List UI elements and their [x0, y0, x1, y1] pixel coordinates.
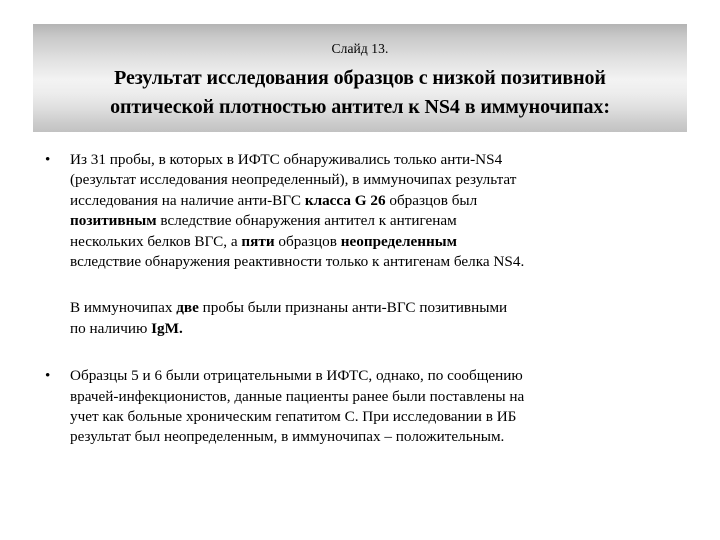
text-line	[70, 319, 704, 339]
paragraph-spacer	[0, 339, 720, 366]
paragraph	[0, 298, 720, 339]
text-line: врачей-инфекционистов, данные пациенты ранее были поставлены на	[70, 387, 525, 405]
text-run: образцов был	[385, 191, 478, 209]
list-item-text	[70, 150, 704, 272]
text-line: учет как больные хроническим гепатитом С. При исследовании в ИБ	[70, 408, 517, 426]
page-title	[43, 64, 677, 122]
text-run: вследствие обнаружения антител к антигенам	[156, 212, 457, 230]
list-item	[0, 366, 720, 448]
slide-body	[0, 150, 720, 448]
text-run: пробы были признаны анти-ВГС позитивными	[198, 299, 508, 317]
title-line-1: Результат исследования образцов с низкой позитивной	[114, 67, 606, 89]
text-run: В иммуночипах	[70, 299, 177, 317]
list-item	[0, 150, 720, 272]
title-banner	[33, 24, 687, 132]
bullet-marker: •	[45, 151, 51, 168]
title-line-2: оптической плотностью антител к NS4 в иммуночипах:	[110, 96, 610, 118]
paragraph-text	[70, 298, 704, 339]
text-line: результат был неопределенным, в иммуночипах – положительным.	[70, 428, 505, 446]
text-run: образцов	[274, 232, 341, 250]
text-run: исследования на наличие анти-ВГС	[70, 191, 305, 209]
text-line: Из 31 пробы, в которых в ИФТС обнаруживались только анти-NS4	[70, 151, 503, 168]
text-run-bold: IgM.	[151, 319, 183, 337]
paragraph-spacer	[0, 272, 720, 298]
text-run-bold: пяти	[241, 232, 275, 250]
text-run-bold: неопределенным	[340, 232, 457, 250]
text-line: Образцы 5 и 6 были отрицательными в ИФТС, однако, по сообщению	[70, 367, 523, 385]
text-line	[70, 211, 704, 231]
bullet-marker: •	[45, 367, 51, 385]
slide-number-label: Слайд 13.	[331, 41, 389, 56]
list-item-text	[70, 366, 704, 448]
text-line	[70, 298, 704, 318]
text-line	[70, 191, 704, 211]
text-line	[70, 232, 704, 252]
text-line: вследствие обнаружения реактивности только к антигенам белка NS4.	[70, 253, 525, 271]
text-run-bold: позитивным	[70, 212, 157, 230]
text-run: по наличию	[70, 319, 152, 337]
text-run-bold: класса G 26	[304, 191, 386, 209]
text-run: нескольких белков ВГС, а	[70, 232, 242, 250]
text-run-bold: две	[176, 299, 199, 317]
text-line: (результат исследования неопределенный), в иммуночипах результат	[70, 171, 517, 189]
